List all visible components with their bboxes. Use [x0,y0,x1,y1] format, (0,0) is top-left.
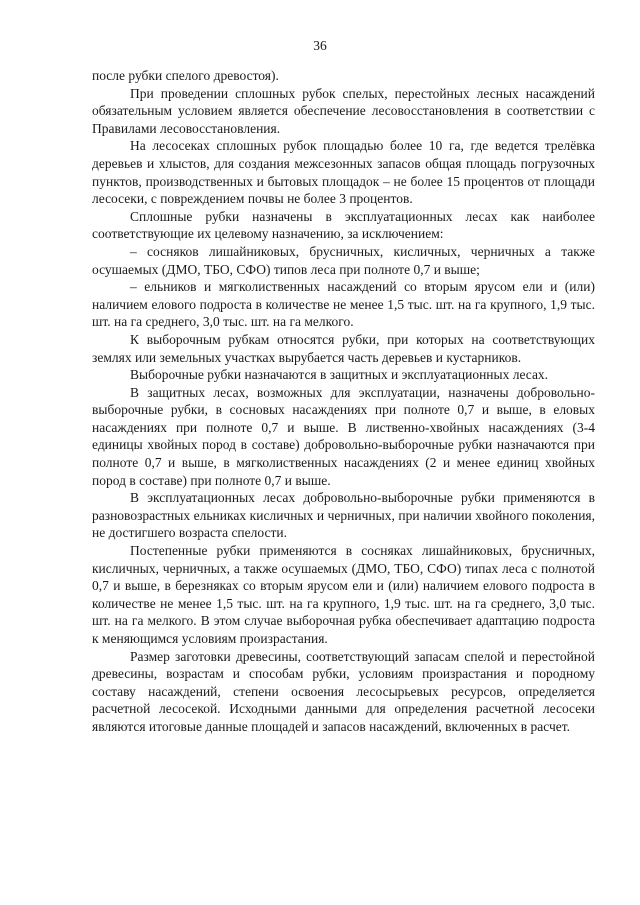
list-item-pine-exception: – сосняков лишайниковых, брусничных, кисличных, черничных а также осушаемых (ДМО, ТБО, СФО) типов леса при полноте 0,7 и выше; [92,243,595,277]
paragraph-reforestation-requirement: При проведении сплошных рубок спелых, перестойных лесных насаждений обязательным условием является обеспечение лесовосстановления в соответствии с Правилами лесовосстановления. [92,85,595,136]
list-item-spruce-exception: – ельников и мягколиственных насаждений со вторым ярусом ели и (или) наличием елового подроста в количестве не менее 1,5 тыс. шт. на га крупного, 1,9 тыс. шт. на га среднего, 3,0 тыс. шт. на га мелкого. [92,279,595,330]
paragraph-loading-area-limits: На лесосеках сплошных рубок площадью более 10 га, где ведется трелёвка деревьев и хлыстов, для создания межсезонных запасов общая площадь погрузочных пунктов, производственных и бытовых площадок – не более 15 процентов от площади лесосеки, с повреждением почвы не более 3 процентов. [92,138,595,207]
paragraph-gradual-cutting: Постепенные рубки применяются в сосняках лишайниковых, брусничных, кисличных, черничных, а также осушаемых (ДМО, ТБО, СФО) типах леса с полнотой 0,7 и выше, в березняках со вторым ярусом ели и (или) наличием елового подроста в количестве не менее 1,5 тыс. шт. на га крупного, 1,9 тыс. шт. на га среднего, 3,0 тыс. шт. на га мелкого. В этом случае выборочная рубка обеспечивает адаптацию подроста к меняющимся условиям произрастания. [92,543,595,646]
paragraph-continuation: после рубки спелого древостоя). [92,68,279,83]
paragraph-allowable-cut: Размер заготовки древесины, соответствующий запасам спелой и перестойной древесины, возрастам и способам рубки, условиям произрастания и породному составу насаждений, степени освоения лесосырьевых ресурсов, определяется расчетной лесосекой. Исходными данными для определения расчетной лесосеки являются итоговые данные площадей и запасов насаждений, включенных в расчет. [92,648,595,734]
paragraph-selective-cutting-definition: К выборочным рубкам относятся рубки, при которых на соответствующих землях или земельных участках вырубается часть деревьев и кустарников. [92,331,595,365]
paragraph-protective-forests: В защитных лесах, возможных для эксплуатации, назначены добровольно-выборочные рубки, в сосновых насаждениях при полноте 0,7 и выше, в еловых насаждениях при полноте 0,7 и выше. В лиственно-хвойных насаждениях (3-4 единицы хвойных пород в составе) добровольно-выборочные рубки назначаются при полноте 0,7 и выше, в мягколиственных насаждениях (2 и менее единиц хвойных пород в составе) при полноте 0,7 и выше. [92,384,595,488]
paragraph-clear-cutting-assignment: Сплошные рубки назначены в эксплуатационных лесах как наиболее соответствующие их целевому назначению, за исключением: [92,208,595,242]
paragraph-exploitation-forests: В эксплуатационных лесах добровольно-выборочные рубки применяются в разновозрастных ельниках кисличных и черничных, при наличии хвойного поколения, не достигшего возраста спелости. [92,490,595,541]
document-body [92,67,595,736]
page-number: 36 [313,38,327,53]
paragraph-selective-cutting-assignment: Выборочные рубки назначаются в защитных и эксплуатационных лесах. [130,367,549,383]
